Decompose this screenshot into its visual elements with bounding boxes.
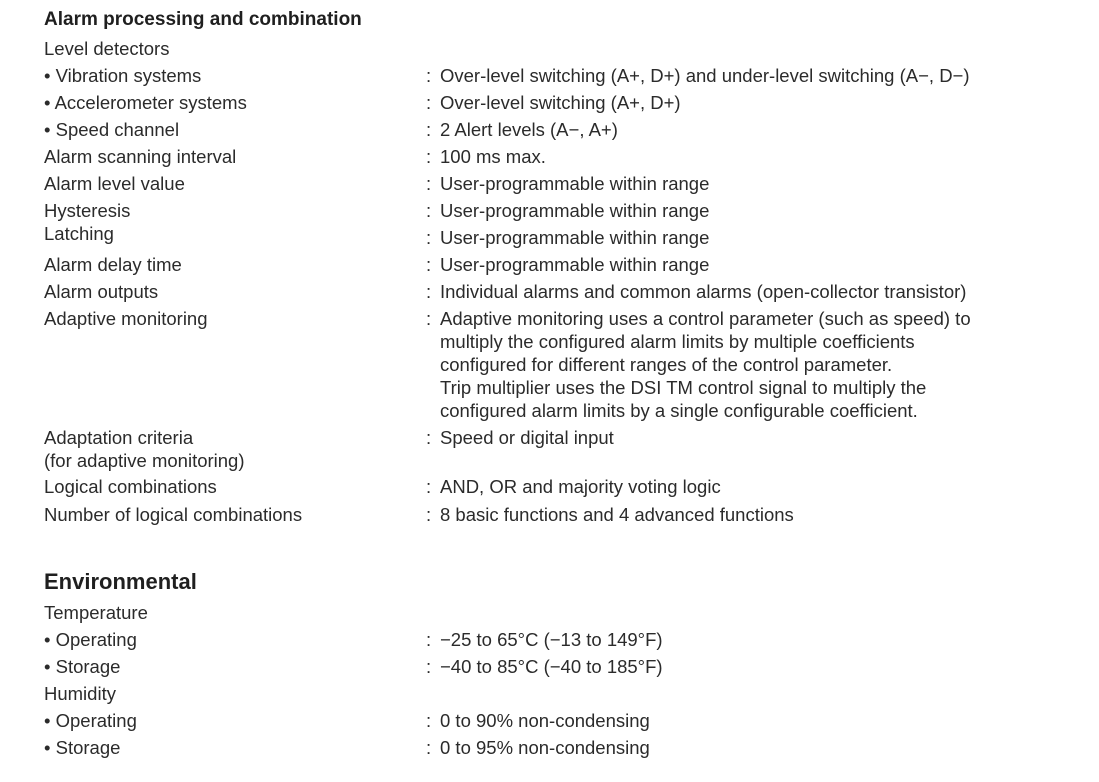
spec-label: Hysteresis bbox=[44, 200, 131, 221]
spec-value: Individual alarms and common alarms (open-collector transistor) bbox=[440, 281, 967, 302]
spec-label bbox=[44, 426, 414, 472]
spec-value: Over-level switching (A+, D+) and under-level switching (A−, D−) bbox=[440, 65, 970, 86]
alarm-heading: Alarm processing and combination bbox=[44, 9, 362, 30]
spec-label: Logical combinations bbox=[44, 476, 217, 497]
value-line: Trip multiplier uses the DSI TM control signal to multiply the bbox=[440, 377, 927, 398]
spec-value: 0 to 95% non-condensing bbox=[440, 737, 650, 758]
environmental-heading: Environmental bbox=[44, 569, 197, 594]
spec-label: • Speed channel bbox=[44, 119, 180, 140]
spec-value: 100 ms max. bbox=[440, 146, 546, 167]
spec-label: Alarm outputs bbox=[44, 281, 159, 302]
spec-label: Alarm scanning interval bbox=[44, 146, 237, 167]
spec-value: 2 Alert levels (A−, A+) bbox=[440, 119, 618, 140]
spec-value: User-programmable within range bbox=[440, 173, 710, 194]
humidity-label: Humidity bbox=[44, 683, 116, 704]
value-line: Adaptive monitoring uses a control parameter (such as speed) to bbox=[440, 308, 971, 329]
spec-value: AND, OR and majority voting logic bbox=[440, 476, 721, 497]
spec-value: : Adaptive monitoring uses a control parameter (such as speed) to multiply the configured alarm limits by multiple coefficients configured for different ranges of the control parameter. Trip multiplier uses the DSI TM control signal to multiply the configured alarm limits by a single configurable coefficient. bbox=[426, 307, 1066, 422]
value-line: configured for different ranges of the control parameter. bbox=[440, 354, 893, 375]
spec-label: • Operating bbox=[44, 710, 137, 731]
label-line: (for adaptive monitoring) bbox=[44, 450, 245, 471]
spec-label: • Operating bbox=[44, 629, 137, 650]
spec-value: 0 to 90% non-condensing bbox=[440, 710, 650, 731]
level-detectors-label: Level detectors bbox=[44, 38, 170, 59]
spec-label: Latching bbox=[44, 223, 114, 244]
spec-label: Adaptive monitoring bbox=[44, 308, 208, 329]
spec-label: Number of logical combinations bbox=[44, 504, 303, 525]
value-line: multiply the configured alarm limits by multiple coefficients bbox=[440, 331, 915, 352]
spec-label: • Storage bbox=[44, 656, 121, 677]
spec-value: User-programmable within range bbox=[440, 227, 710, 248]
value-line: configured alarm limits by a single configurable coefficient. bbox=[440, 400, 918, 421]
spec-label: • Vibration systems bbox=[44, 65, 202, 86]
spec-sheet: Alarm processing and combination Level detectors • Vibration systems : Over-level switching (A+, D+) and under-level switching (A−, D−) • Accelerometer systems : Over-level switching (A+, D+) • Speed channel : 2 Alert levels (A−, A+) Alarm scanning interval : 100 ms max. Alarm level value : User-programmable within range Hysteresis : User-programmable within range Latching : User-programmable within range Alarm delay time : User-programmable within range Alarm outputs : Individual alarms and common alarms (open-collector transistor) Adaptive monitoring : Adaptive monitoring uses a control parameter (such as speed) to multiply the configured alarm limits by multiple coefficients configured for different ranges of the control parameter. Trip multiplier uses the DSI TM control signal to multiply the configured alarm limits by a single configurable coefficient. Adaptation criteria (for adaptive monitoring) : Speed or digital input Logical combinations : AND, OR and majority voting logic Number of logical combinations : 8 basic functions and 4 advanced functions Environmental Temperature • Operating : −25 to 65°C (−13 to 149°F) • Storage : −40 to 85°C (−40 to 185°F) Humidity • Operating : 0 to 90% non-condensing • Storage : 0 to 95% non-condensing bbox=[0, 0, 1099, 782]
spec-value: −40 to 85°C (−40 to 185°F) bbox=[440, 656, 663, 677]
spec-value: −25 to 65°C (−13 to 149°F) bbox=[440, 629, 663, 650]
label-line: Adaptation criteria bbox=[44, 427, 194, 448]
spec-label: Alarm delay time bbox=[44, 254, 182, 275]
spec-label: • Storage bbox=[44, 737, 121, 758]
spec-label: Alarm level value bbox=[44, 173, 185, 194]
spec-value: User-programmable within range bbox=[440, 200, 710, 221]
spec-value: Speed or digital input bbox=[440, 427, 614, 448]
spec-value: Over-level switching (A+, D+) bbox=[440, 92, 681, 113]
spec-value: User-programmable within range bbox=[440, 254, 710, 275]
spec-label: • Accelerometer systems bbox=[44, 92, 247, 113]
spec-value: 8 basic functions and 4 advanced functions bbox=[440, 504, 794, 525]
temperature-label: Temperature bbox=[44, 602, 148, 623]
